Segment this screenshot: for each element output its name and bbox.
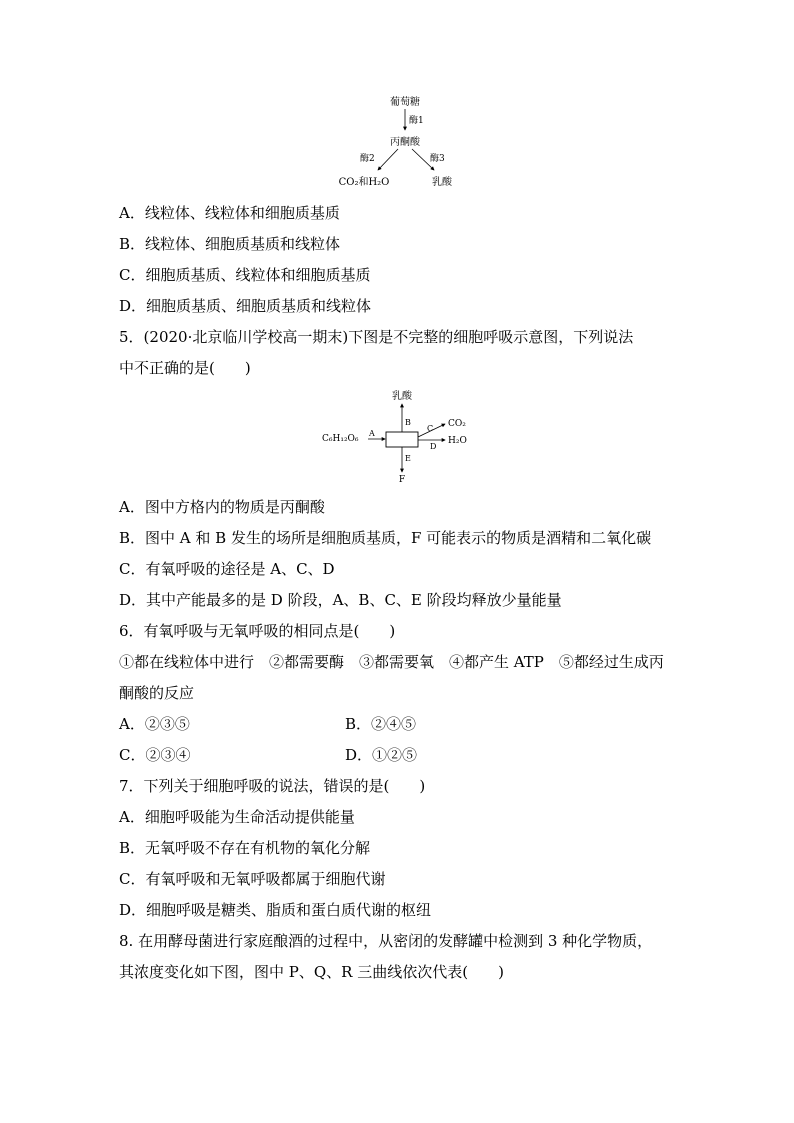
q7-stem: 7．下列关于细胞呼吸的说法，错误的是( ) (119, 777, 426, 795)
q6-option-d: D．①②⑤ (345, 746, 418, 764)
q5-stem-line2: 中不正确的是( ) (119, 359, 251, 377)
q6-items-line1: ①都在线粒体中进行 ②都需要酶 ③都需要氧 ④都产生 ATP ⑤都经过生成丙 (119, 653, 664, 671)
glucose-label: 葡萄糖 (390, 97, 420, 108)
q6-option-a: A．②③⑤ (119, 715, 190, 733)
q5-stem-line1: 5．(2020·北京临川学校高一期末)下图是不完整的细胞呼吸示意图，下列说法 (119, 328, 634, 346)
co2-label: CO₂ (448, 419, 466, 429)
q7-option-a: A．细胞呼吸能为生命活动提供能量 (119, 808, 355, 826)
enzyme2-label: 酶2 (360, 154, 375, 164)
respiration-schematic (318, 388, 488, 484)
label-e: E (405, 454, 411, 463)
label-d: D (430, 442, 437, 451)
h2o-label: H₂O (448, 436, 467, 446)
label-b: B (405, 418, 411, 427)
q5-option-d: D．其中产能最多的是 D 阶段，A、B、C、E 阶段均释放少量能量 (119, 591, 562, 609)
top-product-label: 乳酸 (392, 391, 412, 402)
q4-option-d: D．细胞质基质、细胞质基质和线粒体 (119, 297, 372, 315)
enzyme3-label: 酶3 (430, 154, 445, 164)
arrow-enzyme2 (378, 149, 398, 170)
q7-option-c: C．有氧呼吸和无氧呼吸都属于细胞代谢 (119, 870, 386, 888)
label-a: A (369, 429, 375, 438)
lactic-acid-label: 乳酸 (432, 177, 452, 188)
q6-items-line2: 酮酸的反应 (119, 684, 195, 702)
label-c: C (427, 424, 434, 433)
q6-option-b: B．②④⑤ (345, 715, 417, 733)
q8-stem-line1: 8. 在用酵母菌进行家庭酿酒的过程中，从密闭的发酵罐中检测到 3 种化学物质， (119, 932, 653, 950)
q8-stem-line2: 其浓度变化如下图，图中 P、Q、R 三曲线依次代表( ) (119, 963, 504, 981)
pyruvate-label: 丙酮酸 (390, 137, 420, 148)
q7-option-d: D．细胞呼吸是糖类、脂质和蛋白质代谢的枢纽 (119, 901, 432, 919)
bottom-product-label: F (398, 475, 406, 484)
q7-option-b: B．无氧呼吸不存在有机物的氧化分解 (119, 839, 371, 857)
q5-option-c: C．有氧呼吸的途径是 A、C、D (119, 560, 335, 578)
q5-option-b: B．图中 A 和 B 发生的场所是细胞质基质，F 可能表示的物质是酒精和二氧化碳 (119, 529, 652, 547)
co2-h2o-label: CO₂和H₂O (338, 177, 390, 188)
enzyme1-label: 酶1 (409, 116, 424, 126)
pyruvate-box (386, 432, 418, 447)
q4-option-c: C．细胞质基质、线粒体和细胞质基质 (119, 266, 371, 284)
q6-stem: 6．有氧呼吸与无氧呼吸的相同点是( ) (119, 622, 396, 640)
q4-option-a: A．线粒体、线粒体和细胞质基质 (119, 204, 340, 222)
glucose-pathway-diagram (330, 92, 470, 192)
q6-option-c: C．②③④ (119, 746, 191, 764)
q5-option-a: A．图中方格内的物质是丙酮酸 (119, 498, 325, 516)
q4-option-b: B．线粒体、细胞质基质和线粒体 (119, 235, 341, 253)
reactant-label: C₆H₁₂O₆ (322, 434, 359, 444)
